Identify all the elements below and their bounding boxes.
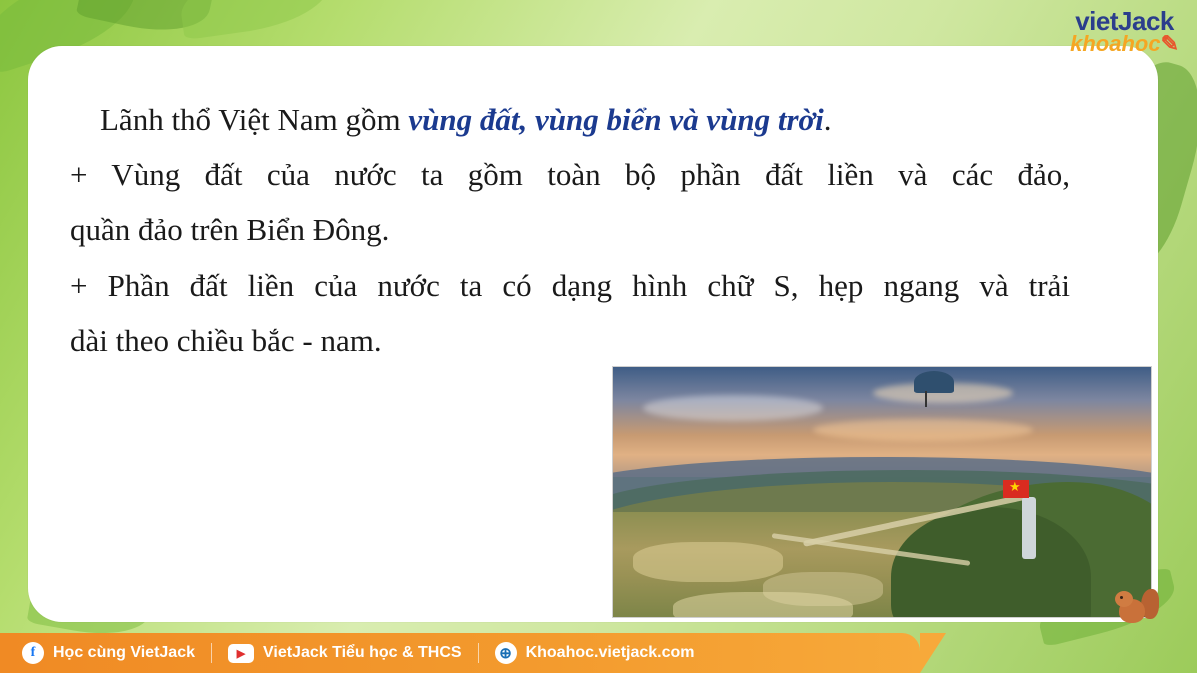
youtube-icon: ▶ [228, 644, 254, 663]
pencil-icon: ✎ [1160, 31, 1179, 57]
leaf-decoration-icon [177, 0, 334, 40]
footer-item-facebook[interactable] [0, 642, 211, 664]
photo-field-patch [673, 592, 853, 618]
photo-cloud [643, 395, 823, 421]
logo-jack-text: Jack [1118, 6, 1174, 36]
photo-cloud [813, 419, 1033, 441]
squirrel-eye [1120, 596, 1123, 599]
paragraph-4: + Phần đất liền của nước ta có dạng hình chữ S, hẹp ngang và trải [70, 267, 1070, 303]
paragraph-3: quần đảo trên Biển Đông. [70, 212, 390, 248]
landscape-photo [612, 366, 1152, 618]
facebook-icon: f [22, 642, 44, 664]
logo-secondary-text [1070, 32, 1179, 55]
footer-item-youtube[interactable] [212, 644, 478, 663]
flag-tower [1022, 497, 1036, 559]
footer-bar [0, 633, 920, 673]
footer-label-website: Khoahoc.vietjack.com [525, 644, 695, 661]
paragraph-5: dài theo chiều bắc - nam. [70, 322, 382, 358]
vietjack-logo [1070, 8, 1179, 55]
vietnam-flag-icon [1003, 480, 1029, 498]
footer-label-facebook: Học cùng VietJack [53, 644, 195, 661]
paraglider-icon [914, 371, 954, 393]
lesson-text-block [70, 92, 1110, 368]
footer-label-youtube: VietJack Tiểu học & THCS [262, 644, 462, 661]
globe-icon: ⊕ [495, 642, 517, 664]
logo-viet-text: viet [1075, 6, 1119, 36]
logo-khoahoc-text: khoahoc [1070, 31, 1161, 57]
paragraph-1-prefix: Lãnh thổ Việt Nam gồm [100, 102, 409, 137]
squirrel-head [1115, 591, 1133, 607]
footer-item-website[interactable] [479, 642, 711, 664]
paragraph-1-highlight: vùng đất, vùng biển và vùng trời [408, 102, 824, 137]
paragraph-1 [70, 92, 1110, 147]
photo-field-patch [633, 542, 783, 582]
squirrel-decoration-icon [1113, 587, 1159, 627]
paraglider-line [925, 391, 927, 407]
paragraph-2: + Vùng đất của nước ta gồm toàn bộ phần đất liền và các đảo, [70, 157, 1070, 193]
paragraph-1-suffix: . [823, 102, 832, 137]
